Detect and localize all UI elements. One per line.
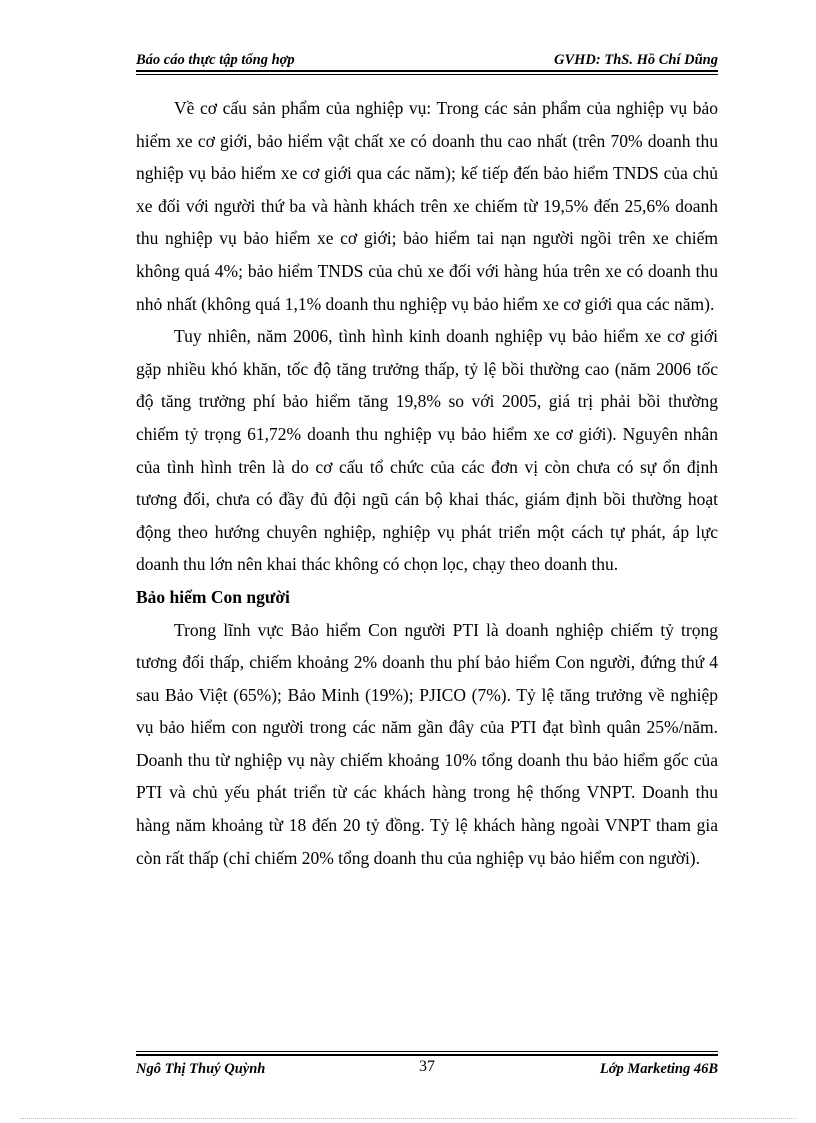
header-supervisor: GVHD: ThS. Hồ Chí Dũng bbox=[554, 52, 718, 68]
section-heading-life-insurance: Bảo hiểm Con người bbox=[136, 586, 290, 607]
header-rule-secondary bbox=[136, 74, 718, 75]
page-body bbox=[136, 92, 718, 874]
footer-author: Ngô Thị Thuý Quỳnh bbox=[136, 1061, 266, 1077]
page-header bbox=[136, 48, 718, 70]
header-report-title: Báo cáo thực tập tổng hợp bbox=[136, 52, 295, 68]
page-edge-divider bbox=[20, 1118, 796, 1119]
footer-class: Lớp Marketing 46B bbox=[599, 1061, 718, 1077]
paragraph-2006-situation: Tuy nhiên, năm 2006, tình hình kinh doanh nghiệp vụ bảo hiểm xe cơ giới gặp nhiều khó khăn, tốc độ tăng trưởng thấp, tỷ lệ bồi thường cao (năm 2006 tốc độ tăng trưởng phí bảo hiểm tăng 19,8% so với 2005, giá trị phải bồi thường chiếm tỷ trọng 61,72% doanh thu nghiệp vụ bảo hiểm xe cơ giới). Nguyên nhân của tình hình trên là do cơ cấu tổ chức của các đơn vị còn chưa có sự ổn định tương đối, chưa có đầy đủ đội ngũ cán bộ khai thác, giám định bồi thường hoạt động theo hướng chuyên nghiệp, nghiệp vụ phát triển một cách tự phát, áp lực doanh thu lớn nên khai thác không có chọn lọc, chạy theo doanh thu. bbox=[136, 326, 718, 575]
footer-rule-secondary bbox=[136, 1051, 718, 1052]
page-number: 37 bbox=[419, 1058, 435, 1075]
header-rule bbox=[136, 70, 718, 72]
footer-rule bbox=[136, 1054, 718, 1056]
paragraph-life-insurance: Trong lĩnh vực Bảo hiểm Con người PTI là doanh nghiệp chiếm tỷ trọng tương đối thấp, chiếm khoảng 2% doanh thu phí bảo hiểm Con người, đứng thứ 4 sau Bảo Việt (65%); Bảo Minh (19%); PJICO (7%). Tỷ lệ tăng trưởng về nghiệp vụ bảo hiểm con người trong các năm gần đây của PTI đạt bình quân 25%/năm. Doanh thu từ nghiệp vụ này chiếm khoảng 10% tổng doanh thu bảo hiểm gốc của PTI và chủ yếu phát triển từ các khách hàng trong hệ thống VNPT. Doanh thu hàng năm khoảng từ 18 đến 20 tỷ đồng. Tỷ lệ khách hàng ngoài VNPT tham gia còn rất thấp (chỉ chiếm 20% tổng doanh thu của nghiệp vụ bảo hiểm con người). bbox=[136, 619, 718, 868]
paragraph-product-structure: Về cơ cấu sản phẩm của nghiệp vụ: Trong các sản phẩm của nghiệp vụ bảo hiểm xe cơ giới, bảo hiểm vật chất xe có doanh thu cao nhất (trên 70% doanh thu nghiệp vụ bảo hiểm xe cơ giới qua các năm); kế tiếp đến bảo hiểm TNDS của chủ xe đối với người thứ ba và hành khách trên xe chiếm từ 19,5% đến 25,6% doanh thu nghiệp vụ bảo hiểm xe cơ giới; bảo hiểm tai nạn người ngồi trên xe chiếm không quá 4%; bảo hiểm TNDS của chủ xe đối với hàng húa trên xe có doanh thu nhỏ nhất (không quá 1,1% doanh thu nghiệp vụ bảo hiểm xe cơ giới qua các năm). bbox=[136, 98, 718, 314]
page-footer bbox=[136, 1057, 718, 1079]
